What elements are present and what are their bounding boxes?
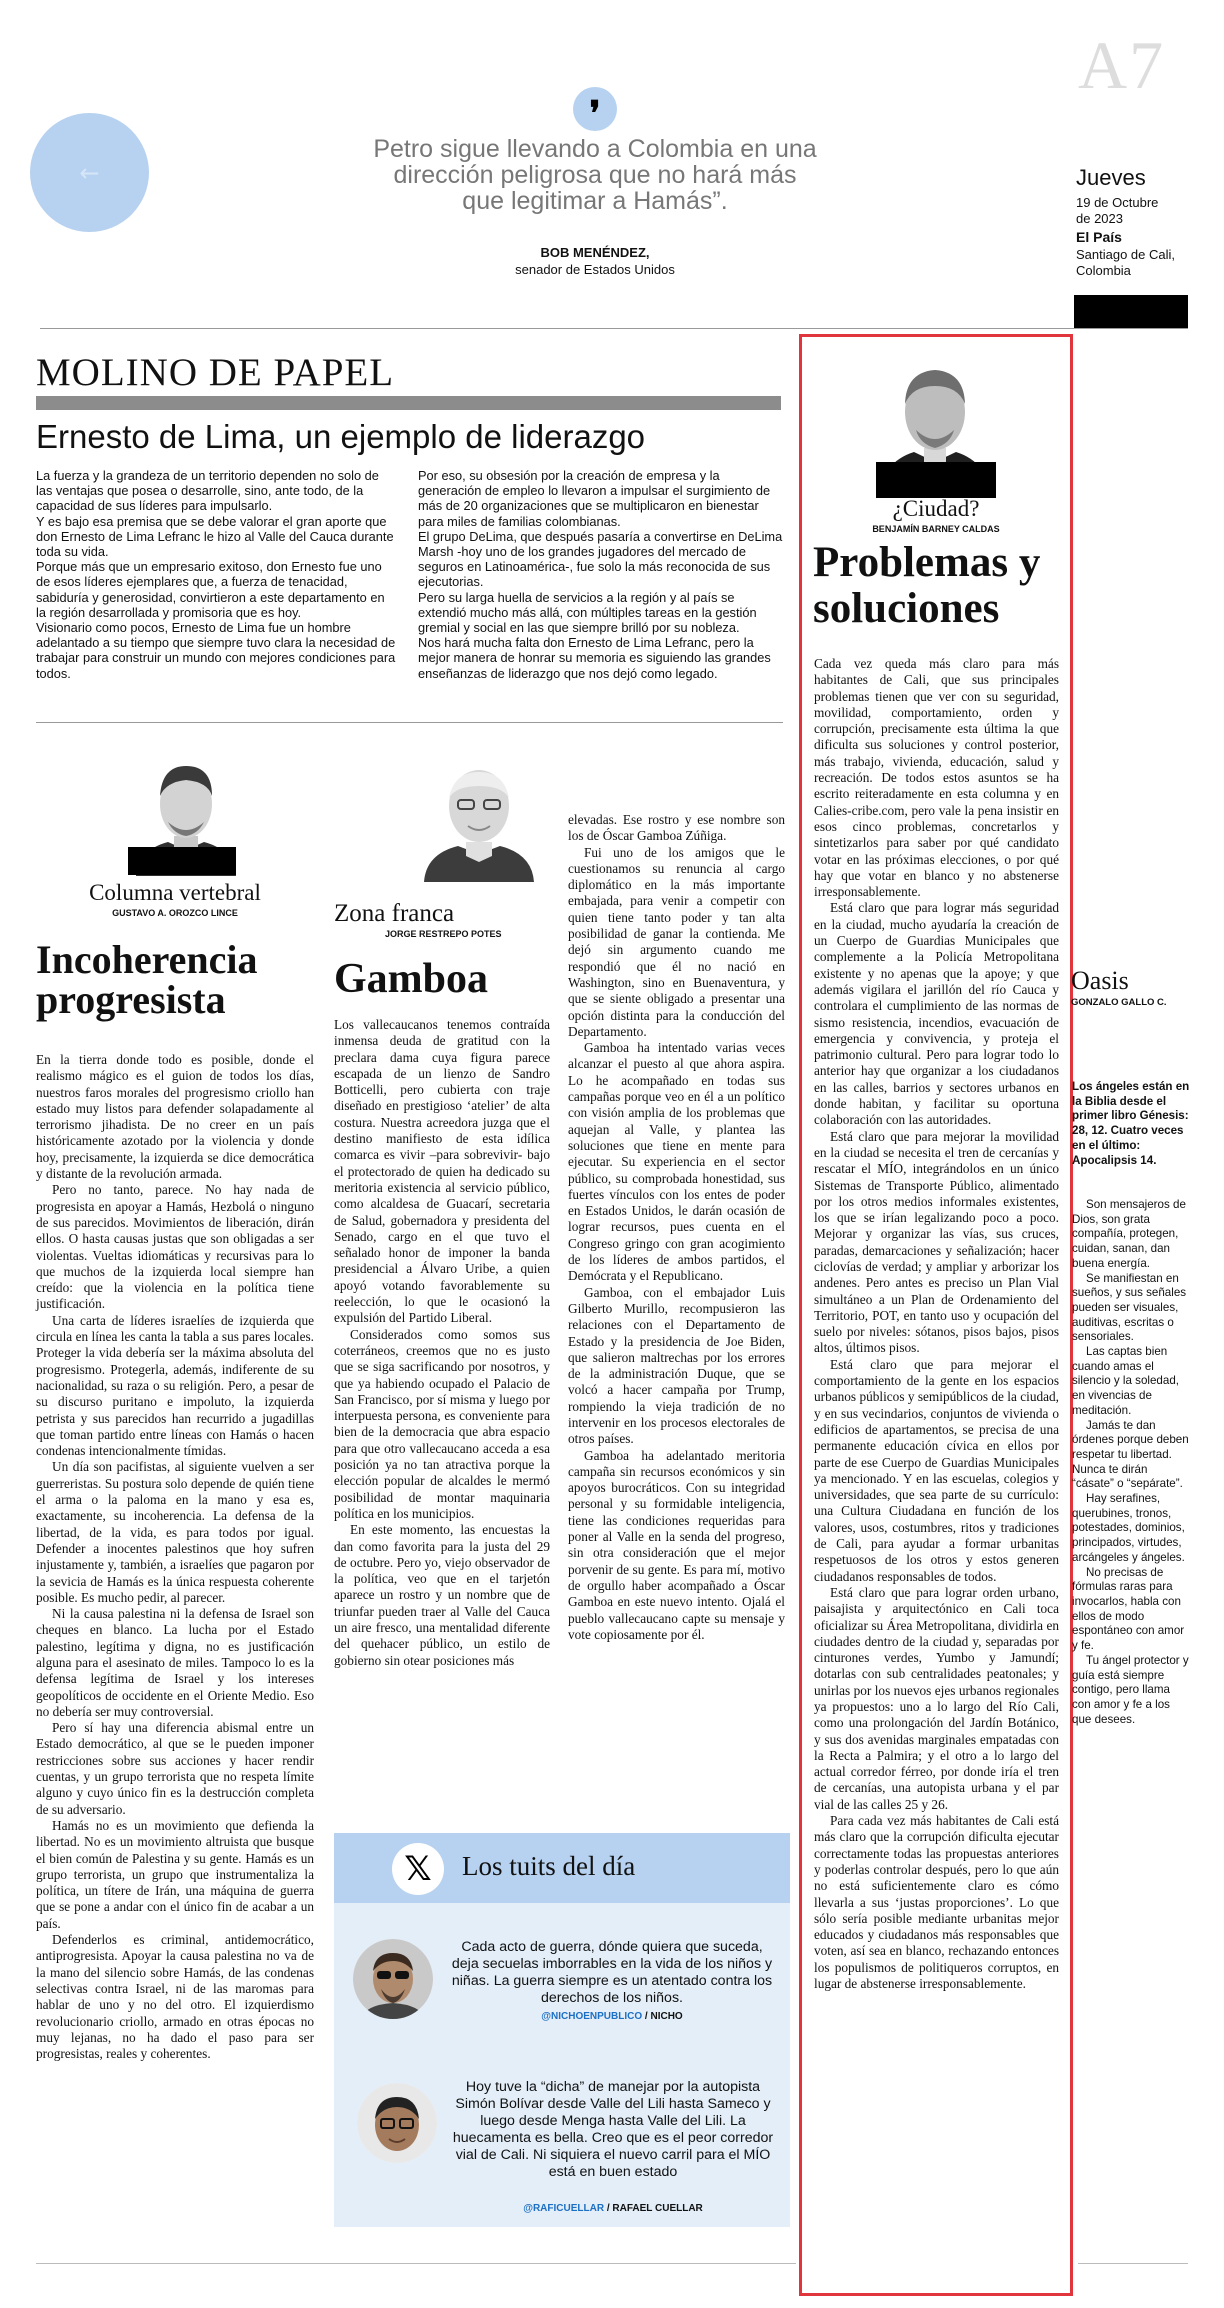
author-restrepo: JORGE RESTREPO POTES (385, 929, 502, 939)
paragraph: Hamás no es un movimiento que defienda la libertad. No es un movimiento altruista que busque el bien común de Palestina y su gente. Hamás es un grupo terrorista, un grupo que instrumentaliza la política, un títere de Irán, una máquina de guerra que se pone a andar con el único fin de acabar a un país. (36, 1817, 314, 1931)
paragraph: Gamboa ha adelantado meritoria campaña sin recursos económicos y sin apoyos burocráticos. Con su integridad personal y su formidable inteligencia, tiene las condiciones requeridas para poner al Valle en la senda del progreso, sin otra consideración que el mejor porvenir de su gente. Es para mí, motivo de orgullo haber acompañado a Óscar Gamboa en este nuevo intento. Ojalá el pueblo vallecaucano capte su mensaje y vote copiosamente por él. (568, 1447, 785, 1642)
quote-mark-icon: ❜ (573, 87, 617, 131)
author-photo-restrepo (418, 742, 540, 882)
footer-divider (36, 2263, 796, 2264)
footer-divider (1078, 2263, 1188, 2264)
tweets-box (334, 1833, 790, 2227)
quote-author-role: senador de Estados Unidos (515, 262, 675, 277)
redaction-bar (128, 847, 236, 875)
paragraph: Son mensajeros de Dios, son grata compañía, protegen, cuidan, sanan, dan buena energía. (1072, 1198, 1186, 1270)
molino-col1: La fuerza y la grandeza de un territorio dependen no solo de las ventajas que posea o desarrolle, sino, ante todo, de la capacidad de sus líderes para impulsarlo. Y es bajo esa premisa que se debe valorar el gran aporte que don Ernesto de Lima Lefranc le hizo al Valle del Cauca durante toda su vida. Porque más que un empresario exitoso, don Ernesto fue uno de esos líderes ejemplares que, a fuerza de tenacidad, sabiduría y generosidad, convirtieron a este departamento en la región desarrollada y promisoria que es hoy. Visionario como pocos, Ernesto de Lima fue un hombre adelantado a su tiempo que siempre tuvo clara la necesidad de trabajar para construir un mundo con mejores condiciones para todos. (36, 468, 396, 681)
tweet-author: NICHO (650, 2011, 683, 2022)
tweet-author: RAFAEL CUELLAR (612, 2203, 703, 2214)
paragraph: Las captas bien cuando amas el silencio y la soledad, en vivencias de meditación. (1072, 1345, 1179, 1417)
paragraph: Defenderlos es criminal, antidemocrático, antiprogresista. Apoyar la causa palestina no va de la mano del silencio sobre Hamás, de las condenas selectivas contra Israel, ni de las maromas para hablar de uno y no del otro. El izquierdismo revolucionario criollo, armado en otras épocas no muy lejanas, no ha dado el paso para ser progresistas, reales y coherentes. (36, 1932, 314, 2062)
paragraph: Pero no tanto, parece. No hay nada de progresista en apoyar a Hamás, Hezbolá o ninguno de sus parecidos. Movimientos de liberación, dirán ellos. O hasta causas justas que son obligadas a ser violentas. Vueltas idiomáticas y recursivas para lo que muchos de la izquierda local siempre han creído: que la violencia en la política tiene justificación. (36, 1182, 314, 1312)
paragraph: Hay serafines, querubines, tronos, potestades, dominios, principados, virtudes, arcángeles y ángeles. (1072, 1492, 1185, 1564)
author-barney: BENJAMÍN BARNEY CALDAS (872, 524, 1000, 534)
x-logo-icon: 𝕏 (392, 1843, 444, 1895)
tweet-byline: @NICHOENPUBLICO / NICHO (541, 2011, 683, 2022)
paragraph: Un día son pacifistas, al siguiente vuelven a ser guerreristas. Su postura solo depende de quién tiene el arma o la paloma en la mano y esa es, exactamente, su incoherencia. La defensa de la libertad, de la vida, es para todos por igual. Defender a inocentes palestinos que hoy sufren injustamente y, también, a israelíes que pagaron por la sevicia de Hamás es la única respuesta coherente posible. Es mucho pedir, al parecer. (36, 1459, 314, 1605)
paragraph: Los vallecaucanos tenemos contraída inmensa deuda de gratitud con la preclara dama cuya figura parece escapada de un lienzo de Sandro Botticelli, pero cubierta con traje diseñado en prestigioso ‘atelier’ de alta costura. Nuestra acreedora juzga que el destino manifiesto de esta idílica comarca es vivir –para sobrevivir- bajo el protectorado de quien ha dedicado su meritoria existencia al servicio público, como alcaldesa de Guacarí, secretaria de Salud, gobernadora y presidenta del Senado, cargo en el que tuvo el señalado honor de imponer la banda presidencial a Álvaro Uribe, a quien apoyó votando favorablemente su reelección, lo que le ocasionó la expulsión del Partido Liberal. (334, 1017, 550, 1326)
paragraph: Está claro que para lograr orden urbano, paisajista y arquitectónico en Cali toca oficializar su Área Metropolitana, dividirla en ciudades dentro de la ciudad y, separadas por cinturones verdes, Yumbo y Jamundí; dotarlas con sub centralidades peatonales; y unirlas por los nuevos ejes urbanos regionales ya propuestos: uno a lo largo del Río Cali, como una prolongación del Jardín Botánico, y sus dos avenidas marginales empatadas con la Recta a Palmira; y el otro a lo largo del actual corredor férreo, por donde iría el tren de cercanías, una autopista urbana y el par vial de las calles 25 y 26. (814, 1584, 1059, 1812)
paragraph: Una carta de líderes israelíes de izquierda que circula en línea les canta la tabla a sus pares locales. Proteger la vida debería ser la máxima absoluta del progresismo. Protegerla, además, indiferente de su nacionalidad, su raza o su religión. Pero, a pesar de su discurso puritano e impoluto, la izquierda petrista y sus parecidos han recurrido a jugadillas que toman partido entre líneas con Hamás o hacen condenas intencionalmente tímidas. (36, 1312, 314, 1459)
tweets-title: Los tuits del día (462, 1851, 636, 1881)
tweet-text: Hoy tuve la “dicha” de manejar por la autopista Simón Bolívar desde Valle del Lili hasta Sameco y luego desde Menga hasta Valle del Lili. La huecamenta es bella. Creo que es el peor corredor vial de Cali. Ni siquiera el nuevo carril para el MÍO está en buen estado (452, 2079, 774, 2180)
paragraph: Considerados como somos sus coterráneos, creemos que no es justo que se siga sacrificando por nosotros, y que ya habiendo ocupado el Palacio de San Francisco, por sí misma y luego por interpuesta persona, es conveniente para bien de la democracia que abra espacio para que otro vallecaucano acceda a esa posición ya no tan atractiva porque la elección popular de alcaldes le mermó posibilidad de montar maquinaria política en los municipios. (334, 1326, 550, 1521)
paragraph: Ni la causa palestina ni la defensa de Israel son cheques en blanco. La lucha por el Estado palestino, legítima y digna, no es justificación alguna para el asesinato de miles. Tampoco lo es la defensa legítima de Israel y los intereses geopolíticos de occidente en el Oriente Medio. Eso no debería ser muy controversial. (36, 1606, 314, 1719)
quote-author: BOB MENÉNDEZ, (540, 245, 650, 260)
header-divider (40, 328, 1188, 329)
paragraph: Tu ángel protector y guía está siempre contigo, pero llama con amor y fe a los que desees. (1072, 1653, 1189, 1726)
molino-headline: Ernesto de Lima, un ejemplo de liderazgo (36, 418, 646, 455)
ciudad-body (814, 656, 1059, 1992)
date-line2: de 2023 (1076, 211, 1123, 226)
tweet-avatar (357, 2083, 437, 2163)
molino-divider (36, 722, 783, 723)
tweet-handle[interactable]: @NICHOENPUBLICO (541, 2011, 643, 2022)
country: Colombia (1076, 263, 1131, 278)
tweet-handle[interactable]: @RAFICUELLAR (523, 2203, 605, 2214)
zona-body-col1 (334, 1017, 550, 1669)
tweet-avatar (353, 1939, 433, 2019)
section-title-columna: Columna vertebral (89, 880, 261, 905)
date-day: Jueves (1076, 165, 1146, 190)
headline-gamboa: Gamboa (334, 956, 489, 1002)
author-orozco: GUSTAVO A. OROZCO LINCE (112, 908, 238, 918)
paragraph: Está claro que para lograr más seguridad en la ciudad, mucho ayudaría la creación de un Cuerpo de Guardias Municipales que complemente a la Policía Metropolitana existente y no apenas que la apoye; y que además vigilara el jarillón del río Cauca y controlara el cumplimiento de las normas de sismo resistencia, incendios, evacuación de emergencia y convivencia, y proteja el patrimonio cultural. Pero para lograr todo lo anterior hay que organizar a los ciudadanos en las calles, barrios y sectores urbanos en donde habitan, y facilitar su oportuna colaboración con las autoridades. (814, 900, 1059, 1128)
headline-problemas: Problemas y soluciones (813, 539, 1041, 632)
date-line1: 19 de Octubre (1076, 195, 1159, 210)
headline-incoherencia: Incoherencia progresista (36, 937, 258, 1022)
section-title-zona: Zona franca (334, 900, 455, 927)
paragraph: Pero sí hay una diferencia abismal entre un Estado democrático, al que se le pueden imponer restricciones sobre sus acciones y hacer rendir cuentas, y un grupo terrorista que no respeta límite alguno y cuyo único fin es la destrucción completa de su adversario. (36, 1720, 314, 1817)
paragraph: Está claro que para mejorar el comportamiento de la gente en los espacios urbanos públicos y semipúblicos de la ciudad, y en sus vecindarios, conjuntos de vivienda o edificios de apartamentos, se precisa de una permanente educación cívica en ellos por parte de ese Cuerpo de Guardias Municipales ya mencionado. Y en las escuelas, colegios y universidades, que sea parte de su currículo: una Cultura Ciudadana en función de los valores, usos, costumbres, ritos y tradiciones de Cali, para ayudar a formar urbanitas respetuosos de los otros y estos generen ciudadanos responsables de todos. (814, 1356, 1059, 1584)
paragraph: Gamboa ha intentado varias veces alcanzar el puesto al que ahora aspira. Lo he acompañado en todas sus campañas porque veo en él a un político con visión amplia de los problemas que aquejan al Valle, y plantea las soluciones que tiene en mente para ejecutar. Su experiencia en el sector público, su comprobada honestidad, sus fuertes vínculos con los entes de poder en Estados Unidos, le darán ocasión de lograr recursos, pues cuenta en el Congreso gringo con gran acogimiento de los líderes de ambos partidos, el Demócrata y el Republicano. (568, 1040, 785, 1284)
paragraph: Para cada vez más habitantes de Cali está más claro que la corrupción dificulta ejecutar correctamente todas las propuestas anteriores y poderlas controlar después, pero lo que aún no está suficientemente claro es cómo llevarla a sus ‘justas proporciones’. Lo que sólo sería posible mediante urbanitas mejor educados y ciudadanos más responsables que voten, así sea en blanco, rechazando entonces los populismos de politiqueros corruptos, en lugar de abstenerse irresponsablemente. (814, 1813, 1059, 1992)
author-gallo: GONZALO GALLO C. (1071, 997, 1167, 1008)
page-number: A7 (1078, 27, 1166, 103)
molino-col2: Por eso, su obsesión por la creación de empresa y la generación de empleo lo llevaron a impulsar el surgimiento de más de 20 organizaciones que se multiplicaron en bienestar para miles de familias colombianas. El grupo DeLima, que después pasaría a convertirse en DeLima Marsh -hoy uno de los grandes jugadores del mercado de seguros en Latinoamérica-, fue solo la más reconocida de sus ejecutorias. Pero su larga huella de servicios a la región y al país se extendió mucho más allá, con múltiples tareas en la gestión gremial y social en las que siempre brilló por su nobleza. Nos hará mucha falta don Ernesto de Lima Lefranc, pero la mejor manera de honrar su memoria es siguiendo las grandes enseñanzas de liderazgo que nos dejó como legado. (418, 468, 783, 681)
redaction-bar (876, 462, 996, 498)
section-bar (36, 396, 781, 410)
columna-body (36, 1052, 314, 2062)
zona-body-col2 (568, 812, 785, 1643)
section-title-oasis: Oasis (1071, 966, 1129, 995)
redaction-bar (1074, 295, 1188, 328)
paragraph: Jamás te dan órdenes porque deben respetar tu libertad. Nunca te dirán “cásate” o “sepárate”. (1072, 1418, 1189, 1491)
paragraph: elevadas. Ese rostro y ese nombre son los de Óscar Gamboa Zúñiga. (568, 812, 785, 844)
oasis-lead: Los ángeles están en la Biblia desde el primer libro Génesis: 28, 12. Cuatro veces en el último: Apocalipsis 14. (1072, 1080, 1190, 1167)
paper-name: El País (1076, 229, 1122, 245)
paragraph: Fui uno de los amigos que le cuestionamos su renuncia al cargo diplomático en la más importante embajada, para venir a competir con quien tiene tanto poder y tan alta posibilidad de ganar la contienda. Me dejó sin argumento cuando me respondió que él no nació en Washington, sino en Buenaventura, y que se siente obligado a presentar una opción distinta para la conducción del Departamento. (568, 844, 785, 1039)
paragraph: No precisas de fórmulas raras para invocarlos, habla con ellos de modo espontáneo con amor y fe. (1072, 1565, 1185, 1653)
arrow-left-icon: ← (79, 158, 100, 187)
section-title-molino: MOLINO DE PAPEL (36, 351, 395, 394)
paragraph: En la tierra donde todo es posible, donde el realismo mágico es el guion de todos los días, nuestros faros morales del progresismo criollo han estado muy listos para defender solapadamente al terrorismo jihadista. De no creer en un país históricamente azotado por la violencia y donde hoy, precisamente, la izquierda se dice democrática y distante de la revolución armada. (36, 1052, 314, 1182)
tweet-byline: @RAFICUELLAR / RAFAEL CUELLAR (523, 2203, 703, 2214)
tweet-text: Cada acto de guerra, dónde quiera que suceda, deja secuelas imborrables en la vida de los niños y niñas. La guerra siempre es un atentado contra los derechos de los niños. (451, 1939, 773, 2006)
oasis-body (1072, 1198, 1190, 1727)
paragraph: Se manifiestan en sueños, y sus señales pueden ser visuales, auditivas, escritas o sensoriales. (1072, 1271, 1187, 1344)
paragraph: En este momento, las encuestas la dan como favorita para la justa del 29 de octubre. Pero yo, viejo observador de la política, veo que en el tarjetón aparece un rostro y un nombre que de triunfar pueden traer al Valle del Cauca un aire fresco, una mentalidad diferente del quehacer público, un estilo de gobierno sin otear posiciones más (334, 1522, 550, 1668)
pull-quote: Petro sigue llevando a Colombia en una dirección peligrosa que no hará más que legitimar a Hamás”. (373, 135, 817, 215)
paragraph: Gamboa, con el embajador Luis Gilberto Murillo, recompusieron las relaciones con el Departamento de Estado y la presidencia de Joe Biden, que salieron maltrechas por los errores de la administración Duque, que se volcó a hacer campaña por Trump, rompiendo la vieja tradición de no intervenir en los procesos electorales de otros países. (568, 1284, 785, 1447)
paragraph: Está claro que para mejorar la movilidad en la ciudad se necesita el tren de cercanías y rescatar el MÍO, integrándolos en un único Sistemas de Transporte Público, alimentado por los otros medios informales existentes, los que se irían legalizando poco a poco. Mejorar y organizar las vías, sus cruces, paradas, demarcaciones y señalización; hacer ciclovías de verdad; y ampliar y arborizar los andenes. Pero antes es preciso un Plan Vial simultáneo a un Plan de Ordenamiento del Territorio, POT, en tanto uso y ocupación del suelo por niveles: sótanos, pisos bajos, pisos altos, últimos pisos. (814, 1128, 1059, 1356)
section-title-ciudad: ¿Ciudad? (892, 496, 980, 521)
city: Santiago de Cali, (1076, 247, 1176, 262)
paragraph: Cada vez queda más claro para más habitantes de Cali, que sus principales problemas tienen que ver con su seguridad, movilidad, comportamiento, orden y corrupción, precisamente esta última la que dificulta sus soluciones y control posterior, más trabajo, vivienda, educación, salud y recreación. De todos estos asuntos se ha escrito reiteradamente en esta columna y en Calies-cribe.com, pero vale la pena insistir en esos cinco problemas, concretarlos y sintetizarlos para saber por qué candidato votar en las próximas elecciones, o por qué hay que votar en blanco y no abstenerse irresponsablemente. (814, 656, 1059, 900)
back-button[interactable] (30, 113, 149, 232)
